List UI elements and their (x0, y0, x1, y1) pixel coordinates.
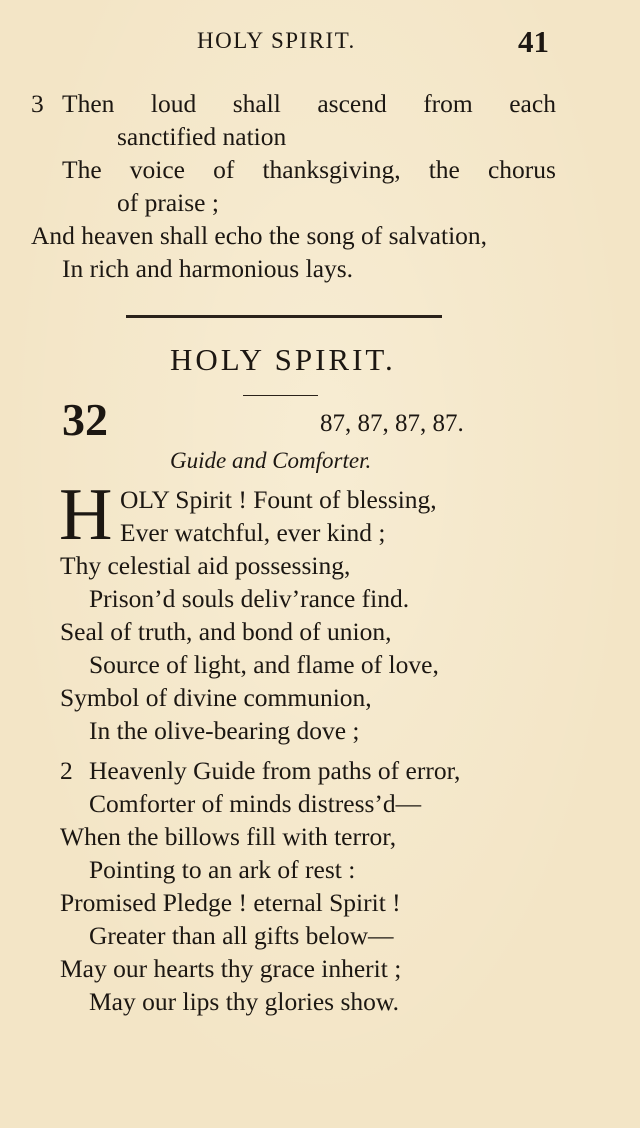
running-head: HOLY SPIRIT. (197, 28, 356, 53)
word: from (423, 89, 473, 118)
stanza2-number: 2 (60, 756, 73, 785)
verse3-line1-cont: sanctified nation (117, 122, 287, 151)
verse3-line3: And heaven shall echo the song of salvation, (31, 221, 488, 250)
hymn-number: 32 (62, 394, 108, 445)
word: loud (150, 89, 197, 118)
stanza1-line6: Source of light, and flame of love, (89, 650, 439, 679)
verse3-line4: In rich and harmonious lays. (62, 254, 354, 283)
section-divider (126, 315, 442, 318)
stanza2-line7: May our hearts thy grace inherit ; (60, 954, 402, 983)
verse3-line2 (62, 153, 556, 186)
stanza1-line3: Thy celestial aid possessing, (60, 551, 351, 580)
hymn-meter: 87, 87, 87, 87. (320, 410, 464, 437)
word: the (428, 155, 460, 184)
stanza1-line5: Seal of truth, and bond of union, (60, 617, 392, 646)
stanza2-line4: Pointing to an ark of rest : (89, 855, 356, 884)
drop-cap: H (59, 474, 113, 556)
word: voice (129, 155, 185, 184)
page-number: 41 (518, 24, 549, 59)
stanza1-line7: Symbol of divine communion, (60, 683, 372, 712)
word: thanksgiving, (262, 155, 401, 184)
stanza1-line8: In the olive-bearing dove ; (89, 716, 360, 745)
verse3-line1 (62, 87, 556, 120)
word: of (213, 155, 235, 184)
verse3-number: 3 (31, 89, 44, 118)
title-underline (243, 395, 318, 396)
stanza2-line1: Heavenly Guide from paths of error, (89, 756, 461, 785)
word: The (62, 155, 102, 184)
word: Then (62, 89, 115, 118)
word: shall (232, 89, 281, 118)
stanza1-line4: Prison’d souls deliv’rance find. (89, 584, 410, 613)
stanza1-line1: OLY Spirit ! Fount of blessing, (120, 485, 437, 514)
section-title: HOLY SPIRIT. (170, 342, 396, 377)
word: chorus (487, 155, 556, 184)
stanza2-line8: May our lips thy glories show. (89, 987, 399, 1016)
stanza2-line3: When the billows fill with terror, (60, 822, 397, 851)
stanza1-line2: Ever watchful, ever kind ; (120, 518, 386, 547)
hymn-subtitle: Guide and Comforter. (170, 448, 372, 473)
word: each (509, 89, 556, 118)
stanza2-line2: Comforter of minds distress’d— (89, 789, 422, 818)
verse3-line2-cont: of praise ; (117, 188, 219, 217)
word: ascend (317, 89, 387, 118)
stanza2-line6: Greater than all gifts below— (89, 921, 394, 950)
stanza2-line5: Promised Pledge ! eternal Spirit ! (60, 888, 401, 917)
